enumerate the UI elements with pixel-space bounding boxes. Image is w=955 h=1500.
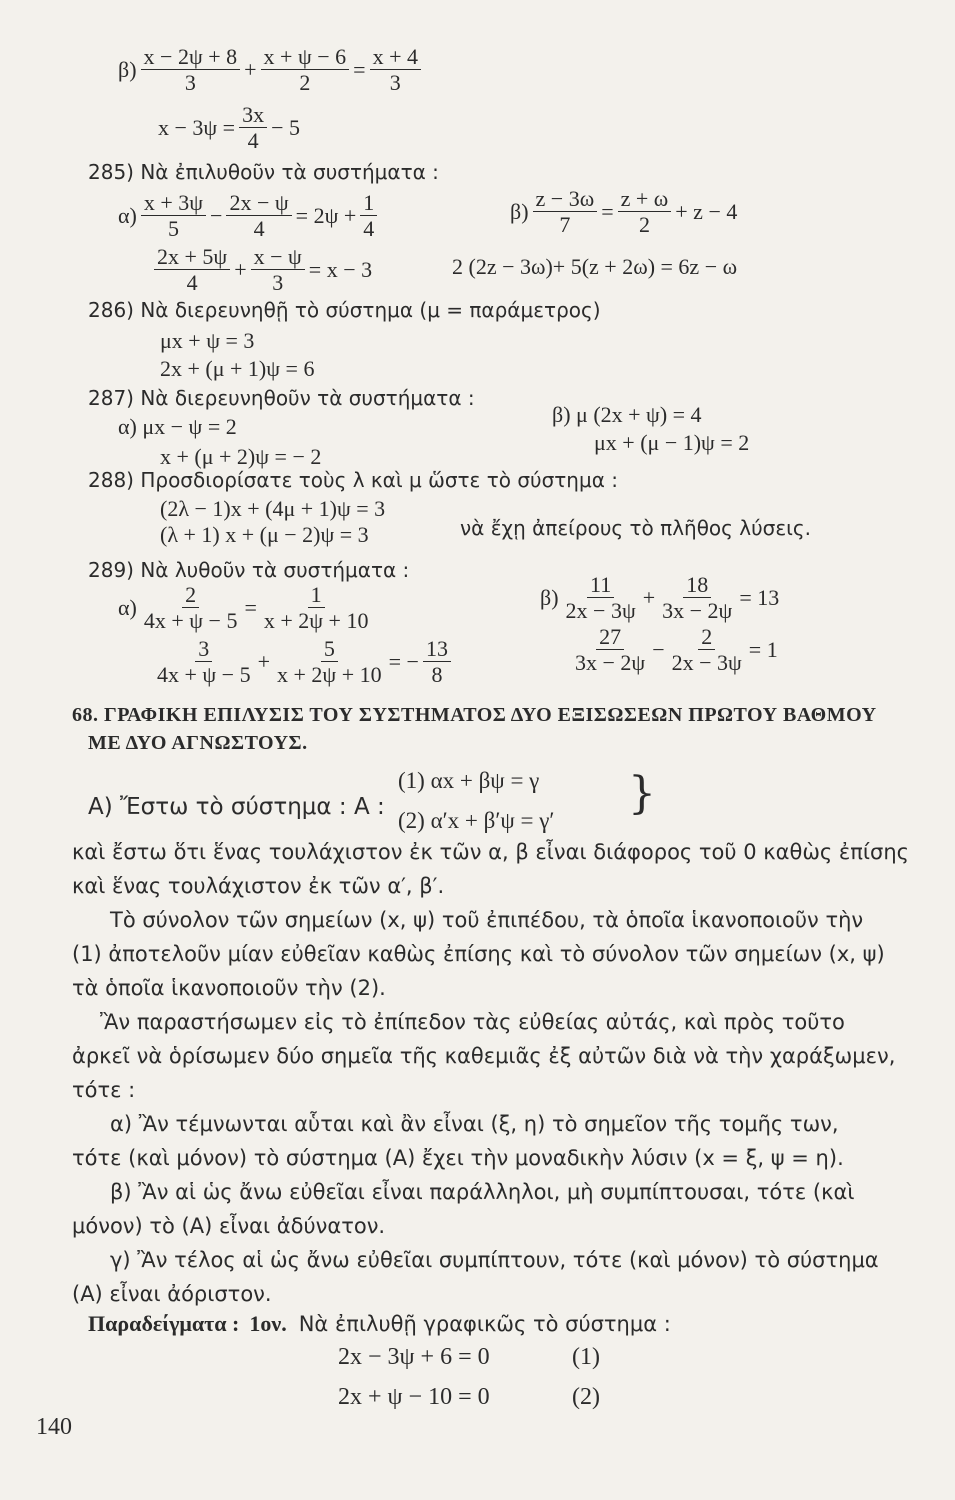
ex288-eq2: (λ + 1) x + (μ − 2)ψ = 3 bbox=[160, 522, 369, 547]
fraction: $\frac{1}{4}$ bbox=[360, 190, 377, 242]
fraction: $\frac{x + 3\psi}{5}$ bbox=[141, 190, 206, 242]
example-text: Νὰ ἐπιλυθῇ γραφικῶς τὸ σύστημα : bbox=[298, 1312, 671, 1336]
example-eq1: 2x − 3ψ + 6 = 0 bbox=[338, 1344, 490, 1370]
ex286-title: 286) Νὰ διερευνηθῇ τὸ σύστημα (μ = παράμετρος) bbox=[88, 298, 601, 322]
ex287-a2: x + (μ + 2)ψ = − 2 bbox=[160, 444, 322, 469]
example-eq2: 2x + ψ − 10 = 0 bbox=[338, 1384, 490, 1410]
ex285-b-line2: 2 (2z − 3ω)+ 5(z + 2ω) = 6z − ω bbox=[452, 254, 738, 279]
fraction: $\frac{11}{2x - 3\psi}$ bbox=[565, 572, 636, 624]
ex287-b1: β) μ (2x + ψ) = 4 bbox=[552, 402, 702, 427]
ex289-b-line1: β) $\frac{11}{2x - 3\psi}$ + $\frac{18}{3x - 2\psi}$ = 13 bbox=[540, 572, 780, 624]
ex288-note: νὰ ἔχῃ ἀπείρους τὸ πλῆθος λύσεις. bbox=[460, 516, 812, 540]
example-tag2: (2) bbox=[572, 1384, 600, 1410]
fraction: $\frac{2x - \psi}{4}$ bbox=[226, 190, 291, 242]
ex285-title: 285) Νὰ ἐπιλυθοῦν τὰ συστήματα : bbox=[88, 160, 439, 184]
system-eq1: (1) αx + βψ = γ bbox=[398, 768, 540, 793]
case-c-line1: γ) Ἂν τέλος αἱ ὡς ἄνω εὐθεῖαι συμπίπτουν, τότε (καὶ μόνον) τὸ σύστημα bbox=[110, 1248, 879, 1272]
examples-line bbox=[88, 1306, 671, 1342]
case-c-line2: (Α) εἶναι ἀόριστον. bbox=[72, 1282, 272, 1306]
ex285-a-line1: α) $\frac{x + 3\psi}{5}$ − $\frac{2x - \psi}{4}$ = 2ψ + $\frac{1}{4}$ bbox=[118, 190, 381, 242]
ex287-title: 287) Νὰ διερευνηθοῦν τὰ συστήματα : bbox=[88, 386, 475, 410]
ex287-a1: α) μx − ψ = 2 bbox=[118, 414, 237, 439]
para1-line1: καὶ ἔστω ὅτι ἕνας τουλάχιστον ἐκ τῶν α, β εἶναι διάφορος τοῦ 0 καθὼς ἐπίσης bbox=[72, 840, 909, 864]
ex289-title: 289) Νὰ λυθοῦν τὰ συστήματα : bbox=[88, 558, 410, 582]
case-b-line2: μόνον) τὸ (Α) εἶναι ἀδύνατον. bbox=[72, 1214, 386, 1238]
ex286-eq1: μx + ψ = 3 bbox=[160, 328, 255, 353]
example-tag1: (1) bbox=[572, 1344, 600, 1370]
system-eq2: (2) α′x + β′ψ = γ′ bbox=[398, 808, 555, 833]
example-number: 1ον. bbox=[249, 1311, 287, 1336]
fraction: $\frac{5}{x + 2\psi + 10}$ bbox=[277, 636, 382, 688]
fraction: $\frac{2}{4x + \psi - 5}$ bbox=[143, 582, 238, 634]
ex287-b2: μx + (μ − 1)ψ = 2 bbox=[594, 430, 750, 455]
case-b-line1: β) Ἂν αἱ ὡς ἄνω εὐθεῖαι εἶναι παράλληλοι, μὴ συμπίπτουσαι, τότε (καὶ bbox=[110, 1180, 855, 1204]
label: β) bbox=[118, 56, 137, 82]
case-a-line2: τότε (καὶ μόνον) τὸ σύστημα (Α) ἔχει τὴν μοναδικὴν λύσιν (x = ξ, ψ = η). bbox=[72, 1146, 844, 1170]
eq-284b-line1: β) $\frac{x - 2\psi + 8}{3}$ + $\frac{x + \psi - 6}{2}$ = $\frac{x + 4}{3}$ bbox=[118, 44, 425, 96]
para3-line3: τότε : bbox=[72, 1078, 136, 1102]
fraction: $\frac{z + \omega}{2}$ bbox=[618, 186, 672, 238]
ex288-eq1: (2λ − 1)x + (4μ + 1)ψ = 3 bbox=[160, 496, 386, 521]
ex285-a-line2: $\frac{2x + 5\psi}{4}$ + $\frac{x - \psi}{3}$ = x − 3 bbox=[150, 244, 372, 296]
fraction: $\frac{2x + 5\psi}{4}$ bbox=[154, 244, 230, 296]
fraction: $\frac{x - 2\psi + 8}{3}$ bbox=[141, 44, 241, 96]
ex286-eq2: 2x + (μ + 1)ψ = 6 bbox=[160, 356, 315, 381]
fraction: $\frac{27}{3x - 2\psi}$ bbox=[575, 624, 646, 676]
system-intro: Α) Ἔστω τὸ σύστημα : Α : bbox=[88, 794, 385, 820]
fraction: $\frac{3}{4x + \psi - 5}$ bbox=[157, 636, 251, 688]
fraction: $\frac{x + 4}{3}$ bbox=[370, 44, 421, 96]
fraction: $\frac{3x}{4}$ bbox=[239, 102, 267, 154]
fraction: $\frac{13}{8}$ bbox=[423, 636, 451, 688]
ex289-a-line1: α) $\frac{2}{4x + \psi - 5}$ = $\frac{1}{x + 2\psi + 10}$ bbox=[118, 582, 375, 634]
section-heading-line2: ΜΕ ΔΥΟ ΑΓΝΩΣΤΟΥΣ. bbox=[88, 732, 308, 754]
system-brace: } bbox=[628, 768, 656, 819]
section-heading-line1: 68. ΓΡΑΦΙΚΗ ΕΠΙΛΥΣΙΣ ΤΟΥ ΣΥΣΤΗΜΑΤΟΣ ΔΥΟ ΕΞΙΣΩΣΕΩΝ ΠΡΩΤΟΥ ΒΑΘΜΟΥ bbox=[72, 704, 877, 726]
para2-line1: Τὸ σύνολον τῶν σημείων (x, ψ) τοῦ ἐπιπέδου, τὰ ὁποῖα ἱκανοποιοῦν τὴν bbox=[110, 908, 864, 932]
para2-line2: (1) ἀποτελοῦν μίαν εὐθεῖαν καθὼς ἐπίσης καὶ τὸ σύνολον τῶν σημείων (x, ψ) bbox=[72, 942, 885, 966]
fraction: $\frac{2}{2x - 3\psi}$ bbox=[671, 624, 742, 676]
para2-line3: τὰ ὁποῖα ἱκανοποιοῦν τὴν (2). bbox=[72, 976, 386, 1000]
para3-line1: Ἂν παραστήσωμεν εἰς τὸ ἐπίπεδον τὰς εὐθείας αὐτάς, καὶ πρὸς τοῦτο bbox=[100, 1010, 845, 1034]
fraction: $\frac{18}{3x - 2\psi}$ bbox=[662, 572, 733, 624]
ex288-title: 288) Προσδιορίσατε τοὺς λ καὶ μ ὥστε τὸ σύστημα : bbox=[88, 468, 618, 492]
page-number: 140 bbox=[36, 1414, 72, 1440]
ex289-a-line2: $\frac{3}{4x + \psi - 5}$ + $\frac{5}{x + 2\psi + 10}$ = − $\frac{13}{8}$ bbox=[150, 636, 455, 688]
examples-label: Παραδείγματα : bbox=[88, 1311, 240, 1336]
fraction: $\frac{x - \psi}{3}$ bbox=[251, 244, 305, 296]
ex289-b-line2: $\frac{27}{3x - 2\psi}$ − $\frac{2}{2x - 3\psi}$ = 1 bbox=[568, 624, 778, 676]
fraction: $\frac{1}{x + 2\psi + 10}$ bbox=[263, 582, 369, 634]
para3-line2: ἀρκεῖ νὰ ὁρίσωμεν δύο σημεῖα τῆς καθεμιᾶς ἐξ αὐτῶν διὰ νὰ τὴν χαράξωμεν, bbox=[72, 1044, 896, 1068]
case-a-line1: α) Ἂν τέμνωνται αὗται καὶ ἂν εἶναι (ξ, η) τὸ σημεῖον τῆς τομῆς των, bbox=[110, 1112, 839, 1136]
eq-284b-line2: x − 3ψ = $\frac{3x}{4}$ − 5 bbox=[158, 102, 301, 154]
fraction: $\frac{x + \psi - 6}{2}$ bbox=[261, 44, 350, 96]
para1-line2: καὶ ἕνας τουλάχιστον ἐκ τῶν α′, β′. bbox=[72, 874, 445, 898]
fraction: $\frac{z - 3\omega}{7}$ bbox=[533, 186, 598, 238]
ex285-b-line1: β) $\frac{z - 3\omega}{7}$ = $\frac{z + \omega}{2}$ + z − 4 bbox=[510, 186, 738, 238]
